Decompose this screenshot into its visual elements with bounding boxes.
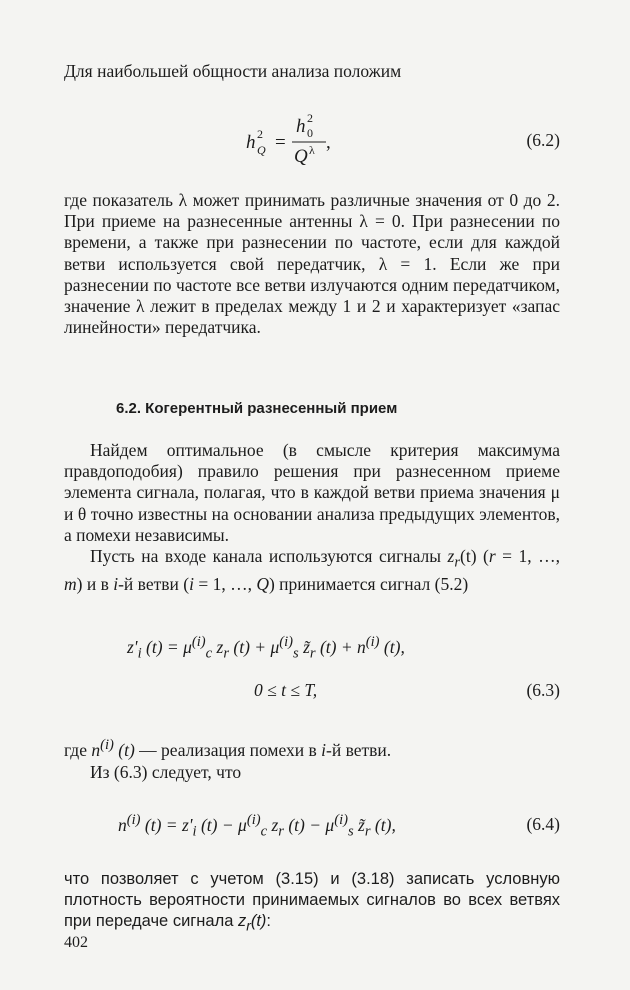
equation-6-4	[64, 806, 560, 850]
paragraph-lambda: где показатель λ может принимать различные значения от 0 до 2. При приеме на разнесенные антенны λ = 0. При разнесении по времени, а также при разнесении по частоте, если для каждой ветви используется свой передатчик, λ = 1. Если же при разнесении по частоте все ветви излучаются одним передатчиком, значение λ лежит в пределах между 1 и 2 и характеризует «запас линейности» передатчика.	[64, 190, 560, 338]
intro-line: Для наибольшей общности анализа положим	[64, 61, 402, 81]
section-heading: 6.2. Когерентный разнесенный прием	[116, 400, 398, 417]
eq62-den: Q	[294, 146, 308, 167]
equation-6-2-formula	[242, 110, 362, 170]
eq62-equals: =	[275, 132, 286, 153]
eq-number-6-3: (6.3)	[526, 680, 560, 700]
eq62-num: h	[296, 116, 306, 137]
eq62-num-sup: 2	[307, 111, 313, 125]
eq-number-6-4: (6.4)	[526, 814, 560, 834]
paragraph-density: что позволяет с учетом (3.15) и (3.18) записать условную плотность вероятности принимаемых сигналов во всех ветвях при передаче сигнала $z_r(t)$:	[64, 870, 560, 934]
eq-number-6-2: (6.2)	[526, 130, 560, 150]
eq63-condition: 0 ≤ t ≤ T,	[254, 680, 318, 700]
from-line: Из (6.3) следует, что	[90, 762, 242, 782]
eq62-lhs-sup: 2	[257, 127, 263, 141]
eq62-lhs: h	[246, 132, 256, 153]
eq62-num-sub: 0	[307, 126, 313, 140]
eq62-lhs-sub: Q	[257, 143, 266, 157]
eq63-expression: $z'_i$ $(t) = \mu^{(i)}_c$ $z_r$ $(t) + \mu^{(i)}_s$ $z̃_r$ $(t) + n^{(i)}$ (t),	[127, 634, 405, 662]
where-line: где $n^{(i)}$ (t) — реализация помехи в i-й ветви.	[64, 737, 392, 760]
eq62-tail: ,	[326, 132, 331, 153]
page-number: 402	[64, 934, 88, 951]
equation-6-3-line-2	[64, 676, 560, 720]
eq64-expression: $n^{(i)}$ $(t) = z'_i$ $(t) - \mu^{(i)}_c$ $z_r$ $(t) - \mu^{(i)}_s$ $z̃_r$ (t),	[118, 812, 396, 840]
equation-6-2	[64, 110, 560, 170]
paragraph-optimal-rule: Найдем оптимальное (в смысле критерия максимума правдоподобия) правило решения при разнесенном приеме элемента сигнала, полагая, что в каждой ветви приема значения μ и θ точно известны на основании анализа предыдущих элементов, а помехи независимы.	[64, 440, 560, 545]
eq62-den-sup: λ	[309, 143, 315, 157]
paragraph-signals: Пусть на входе канала используются сигналы $z_r(t) (r = 1$, …, m) и в i-й ветви (i = 1, …, Q) принимается сигнал (5.2)	[64, 546, 560, 594]
equation-6-3-line-1	[64, 628, 560, 672]
